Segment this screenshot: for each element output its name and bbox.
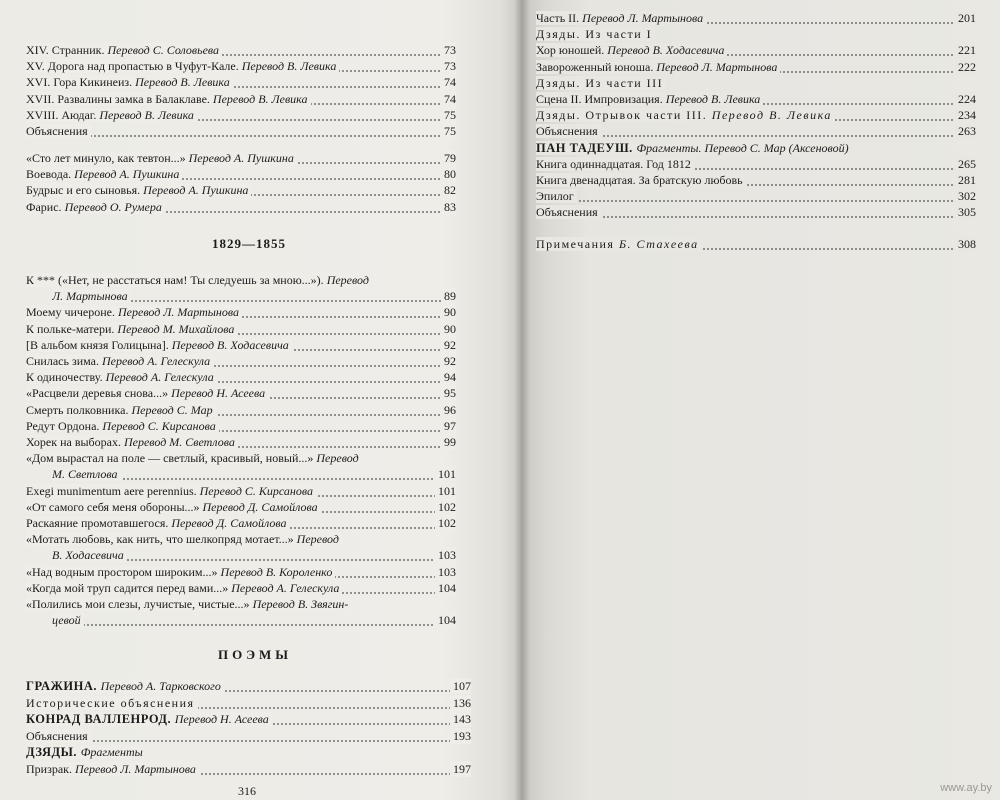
toc-entry-title: [536, 189, 577, 203]
toc-entry-text: К одиночеству.: [26, 370, 106, 385]
toc-entry-page-number: 96: [441, 402, 456, 418]
toc-entry-translator: Перевод А. Гелескула: [231, 580, 340, 595]
toc-entry-translator: Фрагменты: [80, 745, 143, 759]
section-heading-poems: ПОЭМЫ: [218, 647, 293, 662]
toc-entry-title: [536, 124, 601, 138]
toc-entry-text: К *** («Нет, не расстаться нам! Ты следуешь за мною...»).: [26, 273, 327, 287]
toc-entry-text: Объяснения: [536, 205, 598, 220]
toc-entry-page-number: 305: [955, 204, 976, 220]
toc-entry-page-number: 90: [441, 321, 456, 337]
toc-entry: [26, 744, 471, 760]
toc-entry-page-number: 136: [450, 695, 471, 711]
toc-entry-text: XIV. Странник.: [26, 43, 108, 57]
toc-entry-title: [26, 305, 242, 319]
toc-entry-title: [26, 322, 237, 336]
toc-entry-text: «Дом вырастал на поле — светлый, красивый, новый...»: [26, 451, 317, 466]
toc-entry-page-number: 83: [441, 199, 456, 215]
toc-entry-text: «Когда мой труп садится перед вами...»: [26, 580, 232, 595]
toc-entry: [536, 156, 976, 172]
toc-entry: [536, 75, 976, 91]
right-page: [522, 0, 1000, 800]
toc-entry: [536, 236, 976, 252]
toc-entry-translator: Перевод В. Ходасевича: [607, 43, 725, 58]
toc-entry-work-title: ДЗЯДЫ.: [26, 745, 81, 759]
toc-entry: [536, 107, 976, 123]
toc-entry: [536, 204, 976, 220]
toc-entry: [26, 107, 456, 123]
toc-entry-text: «Расцвели деревья снова...»: [26, 386, 172, 401]
toc-entry-title: [26, 484, 316, 498]
toc-entry-title: [52, 467, 121, 481]
toc-entry-translator: Перевод В. Левика: [711, 108, 832, 123]
toc-entry-text: Смерть полковника.: [26, 402, 132, 417]
toc-entry: [26, 74, 456, 90]
toc-entry-page-number: 94: [441, 369, 456, 385]
toc-entry: [26, 402, 456, 418]
toc-entry-translator: Перевод: [326, 273, 369, 287]
toc-entry-page-number: 104: [435, 580, 456, 596]
toc-entry-page-number: 75: [441, 123, 456, 139]
toc-entry-title: [26, 43, 222, 57]
toc-entry-page-number: 201: [955, 10, 976, 26]
toc-entry: [26, 418, 456, 434]
toc-entry: [52, 547, 456, 563]
toc-entry-title: [536, 43, 727, 57]
toc-entry-title: [536, 11, 706, 25]
toc-entry-title: [26, 565, 335, 579]
toc-entry-translator: Перевод В. Левика: [99, 107, 194, 122]
toc-entry-page-number: 308: [955, 236, 976, 252]
toc-entry-title: [26, 167, 182, 181]
toc-entry: [26, 150, 456, 166]
toc-entry-page-number: 222: [955, 59, 976, 75]
toc-entry-title: [536, 108, 835, 122]
toc-entry-title: [536, 60, 780, 74]
toc-entry-text: XVI. Гора Кикинеиз.: [26, 75, 136, 90]
toc-entry: [26, 369, 456, 385]
toc-entry-page-number: 95: [441, 385, 456, 401]
toc-entry: [26, 434, 456, 450]
toc-entry-title: [26, 59, 339, 73]
section-heading-1829-1855: 1829—1855: [212, 236, 286, 251]
toc-entry: [26, 531, 456, 547]
toc-entry-text: Книга двенадцатая. За братскую любовь: [536, 173, 743, 187]
toc-entry-title: [52, 289, 131, 303]
toc-entry-text: К полькe-матери.: [26, 321, 118, 336]
toc-entry-title: [52, 613, 84, 627]
toc-entry-text: Примечания: [536, 237, 619, 251]
toc-entry-title: [536, 157, 694, 171]
toc-entry: [26, 580, 456, 596]
toc-entry-text: [В альбом князя Голицына].: [26, 337, 172, 352]
toc-entry-title: [26, 745, 146, 759]
toc-entry-text: «Полились мои слезы, лучистые, чистые...»: [26, 597, 253, 611]
toc-entry-text: Книга одиннадцатая. Год 1812: [536, 156, 691, 171]
toc-entry-translator: Перевод В. Левика: [241, 59, 337, 74]
toc-entry-title: [26, 597, 351, 611]
toc-entry-page-number: 99: [441, 434, 456, 450]
toc-entry: [536, 42, 976, 58]
toc-entry-title: [26, 200, 165, 214]
toc-entry-title: [26, 500, 321, 514]
toc-entry-translator: Перевод С. Кирсанова: [102, 418, 216, 433]
toc-entry-page-number: 281: [955, 172, 976, 188]
toc-entry-title: [536, 27, 655, 41]
toc-entry-work-title: КОНРАД ВАЛЛЕНРОД.: [26, 712, 175, 726]
toc-entry-translator: Перевод Д. Самойлова: [171, 516, 287, 530]
toc-entry-title: [26, 581, 342, 595]
toc-entry-page-number: 82: [441, 182, 456, 198]
toc-entry-translator: Фрагменты. Перевод С. Мар (Аксеновой): [636, 140, 849, 155]
toc-entry: [26, 304, 456, 320]
toc-entry-page-number: 74: [441, 74, 456, 90]
toc-entry-translator: Перевод М. Михайлова: [117, 321, 235, 336]
toc-entry: [536, 188, 976, 204]
toc-entry: [26, 182, 456, 198]
toc-entry-title: [26, 124, 91, 138]
toc-entry: [536, 10, 976, 26]
toc-entry-title: [26, 75, 233, 89]
toc-entry-text: Хорек на выборах.: [26, 435, 124, 449]
toc-entry-translator: Перевод Н. Асеева: [174, 712, 269, 726]
toc-entry-text: Завороженный юноша.: [536, 59, 657, 74]
toc-entry-translator: Перевод Л. Мартынова: [582, 11, 704, 25]
toc-entry-page-number: 104: [435, 612, 456, 628]
toc-entry-page-number: 103: [435, 564, 456, 580]
toc-entry: [26, 166, 456, 182]
toc-entry-title: [536, 237, 702, 251]
toc-entry-translator: Перевод: [316, 451, 359, 466]
dot-leader: [536, 200, 976, 202]
toc-entry: [26, 596, 456, 612]
toc-entry-title: [26, 338, 292, 352]
toc-entry-text: Призрак.: [26, 761, 75, 776]
toc-entry-translator: Перевод: [296, 532, 339, 547]
toc-entry-page-number: 73: [441, 58, 456, 74]
toc-entry-text: Объяснения: [26, 728, 88, 743]
toc-entry-translator: Перевод Л. Мартынова: [118, 305, 239, 320]
dot-leader: [26, 740, 471, 742]
toc-entry-translator: Перевод Д. Самойлова: [202, 499, 318, 514]
toc-entry-title: [26, 151, 297, 165]
toc-entry-work-title: ГРАЖИНА.: [26, 679, 101, 693]
toc-entry-text: Исторические объяснения: [26, 695, 195, 710]
toc-entry-text: Дзяды. Из части I: [536, 27, 653, 42]
toc-entry: [26, 728, 471, 744]
toc-entry-translator: Перевод А. Тарковского: [100, 679, 221, 693]
toc-entry-translator: Перевод М. Светлова: [123, 435, 235, 449]
toc-entry-text: XV. Дорога над пропастью в Чуфут-Кале.: [26, 59, 242, 74]
toc-entry-text: Часть II.: [536, 11, 583, 25]
toc-entry-text: XVII. Развалины замка в Балаклаве.: [26, 91, 213, 106]
toc-entry: [52, 288, 456, 304]
toc-entry-title: [26, 729, 91, 743]
toc-entry-text: Сцена II. Импровизация.: [536, 92, 666, 106]
toc-entry-title: [26, 435, 238, 449]
toc-entry-translator: Перевод В. Короленко: [220, 564, 333, 579]
toc-entry-page-number: 143: [450, 711, 471, 727]
toc-entry-page-number: 73: [441, 42, 456, 58]
toc-entry: [26, 385, 456, 401]
toc-entry-translator: Перевод Л. Мартынова: [656, 59, 778, 74]
toc-entry-translator: Перевод А. Гелескула: [105, 370, 214, 385]
toc-entry-text: Будрыс и его сыновья.: [26, 183, 144, 198]
toc-entry: [26, 711, 471, 727]
toc-entry-title: [26, 451, 362, 465]
toc-entry-translator: Перевод В. Левика: [665, 92, 761, 106]
toc-entry: [26, 321, 456, 337]
toc-entry: [26, 199, 456, 215]
toc-entry: [26, 58, 456, 74]
toc-entry-translator: Перевод С. Мар: [131, 402, 213, 417]
toc-entry-translator: М. Светлова: [52, 467, 118, 482]
toc-entry-title: [26, 532, 342, 546]
toc-entry-translator: цевой: [52, 613, 81, 628]
toc-entry-title: [26, 370, 217, 384]
toc-entry: [26, 337, 456, 353]
toc-entry-text: Хор юношей.: [536, 43, 608, 58]
toc-entry-page-number: 265: [955, 156, 976, 172]
toc-entry: [52, 612, 456, 628]
toc-entry-text: Снилась зима.: [26, 354, 102, 368]
toc-entry-page-number: 74: [441, 91, 456, 107]
toc-entry: [536, 172, 976, 188]
book-spine-shadow: [514, 0, 530, 800]
toc-entry: [52, 466, 456, 482]
toc-entry-text: XVIII. Аюдаг.: [26, 107, 100, 122]
toc-entry-page-number: 102: [435, 499, 456, 515]
toc-entry: [26, 761, 471, 777]
toc-entry-text: Раскаяние промотавшегося.: [26, 516, 172, 530]
toc-entry-translator: Перевод С. Кирсанова: [199, 483, 313, 498]
toc-entry-title: [536, 76, 666, 90]
toc-entry-translator: Перевод А. Пушкина: [188, 151, 294, 165]
toc-entry: [26, 91, 456, 107]
toc-entry: [536, 91, 976, 107]
toc-entry: [26, 499, 456, 515]
toc-entry-title: [26, 183, 251, 197]
toc-entry-title: [536, 141, 852, 155]
toc-entry: [26, 42, 456, 58]
toc-entry-title: [26, 712, 272, 726]
toc-entry-text: Фарис.: [26, 199, 65, 214]
dot-leader: [52, 624, 456, 626]
toc-entry-page-number: 97: [441, 418, 456, 434]
toc-entry-title: [26, 386, 268, 400]
toc-entry-page-number: 263: [955, 123, 976, 139]
toc-entry: [26, 353, 456, 369]
toc-entry: [26, 483, 456, 499]
toc-entry: [26, 450, 456, 466]
toc-entry-page-number: 89: [441, 288, 456, 304]
toc-entry-page-number: 193: [450, 728, 471, 744]
toc-entry-page-number: 90: [441, 304, 456, 320]
toc-entry-page-number: 224: [955, 91, 976, 107]
toc-entry: [26, 515, 456, 531]
toc-entry-page-number: 75: [441, 107, 456, 123]
toc-entry-translator: Л. Мартынова: [52, 289, 128, 304]
dot-leader: [536, 135, 976, 137]
toc-entry-title: [26, 762, 199, 776]
toc-entry-title: [26, 696, 198, 710]
toc-entry-title: [26, 92, 311, 106]
toc-entry-page-number: 101: [435, 483, 456, 499]
toc-entry: [26, 678, 471, 694]
toc-entry: [536, 26, 976, 42]
toc-entry-title: [26, 403, 216, 417]
toc-entry-text: Моему чичероне.: [26, 305, 119, 320]
toc-entry-title: [536, 205, 601, 219]
toc-entry-translator: Б. Стахеева: [618, 237, 699, 251]
toc-entry-page-number: 92: [441, 337, 456, 353]
toc-entry-title: [26, 354, 213, 368]
toc-entry-text: Эпилог: [536, 189, 574, 204]
toc-entry-title: [26, 273, 372, 287]
toc-entry: [536, 59, 976, 75]
toc-entry-page-number: 197: [450, 761, 471, 777]
toc-entry-title: [26, 108, 197, 122]
dot-leader: [536, 216, 976, 218]
toc-entry-work-title: ПАН ТАДЕУШ.: [536, 140, 637, 155]
toc-entry-page-number: 234: [955, 107, 976, 123]
toc-entry-translator: Перевод В. Звягин-: [252, 597, 349, 611]
toc-entry-translator: Перевод В. Ходасевича: [171, 337, 289, 352]
toc-entry-text: «От самого себя меня обороны...»: [26, 499, 203, 514]
toc-entry-title: [52, 548, 127, 562]
toc-entry: [536, 140, 976, 156]
toc-entry-translator: Перевод О. Румера: [64, 199, 162, 214]
toc-entry-translator: Перевод А. Пушкина: [143, 183, 249, 198]
watermark: www.ay.by: [940, 782, 992, 794]
toc-entry-title: [26, 516, 290, 530]
toc-entry-page-number: 79: [441, 150, 456, 166]
toc-entry: [536, 123, 976, 139]
toc-entry-text: Воевода.: [26, 167, 75, 182]
toc-entry-text: Объяснения: [26, 124, 88, 138]
toc-entry-text: Exegi munimentum aere perennius.: [26, 483, 200, 498]
toc-entry-title: [536, 173, 746, 187]
toc-entry: [26, 272, 456, 288]
toc-entry-text: Дзяды. Из части III: [536, 75, 664, 90]
toc-entry-translator: Перевод В. Левика: [212, 91, 308, 106]
toc-entry-translator: Перевод А. Гелескула: [101, 354, 211, 368]
toc-entry: [26, 564, 456, 580]
toc-entry-translator: Перевод Л. Мартынова: [74, 761, 196, 776]
toc-entry: [26, 123, 456, 139]
toc-entry-translator: Перевод Н. Асеева: [171, 386, 266, 401]
toc-entry-title: [26, 419, 219, 433]
toc-entry-text: Объяснения: [536, 124, 598, 139]
toc-entry-translator: Перевод В. Левика: [135, 75, 230, 90]
toc-entry-text: Дзяды. Отрывок части III.: [536, 108, 712, 123]
toc-entry-translator: Перевод А. Пушкина: [74, 167, 180, 182]
toc-entry-page-number: 102: [435, 515, 456, 531]
toc-entry-page-number: 80: [441, 166, 456, 182]
toc-entry-translator: В. Ходасевича: [52, 548, 124, 563]
toc-entry-page-number: 101: [435, 466, 456, 482]
toc-entry-page-number: 103: [435, 547, 456, 563]
toc-entry-page-number: 107: [450, 678, 471, 694]
toc-entry-page-number: 221: [955, 42, 976, 58]
toc-entry-text: «Над водным простором широким...»: [26, 564, 221, 579]
toc-entry-text: Редут Ордона.: [26, 418, 103, 433]
toc-entry-title: [536, 92, 763, 106]
toc-entry-page-number: 92: [441, 353, 456, 369]
toc-entry-text: «Сто лет минуло, как тевтон...»: [26, 151, 189, 165]
toc-entry-translator: Перевод С. Соловьева: [107, 43, 220, 57]
toc-entry-page-number: 302: [955, 188, 976, 204]
page-number-folio: 316: [238, 784, 256, 798]
toc-entry-text: «Мотать любовь, как нить, что шелкопряд мотает...»: [26, 532, 297, 547]
toc-entry-title: [26, 679, 224, 693]
toc-entry: [26, 695, 471, 711]
